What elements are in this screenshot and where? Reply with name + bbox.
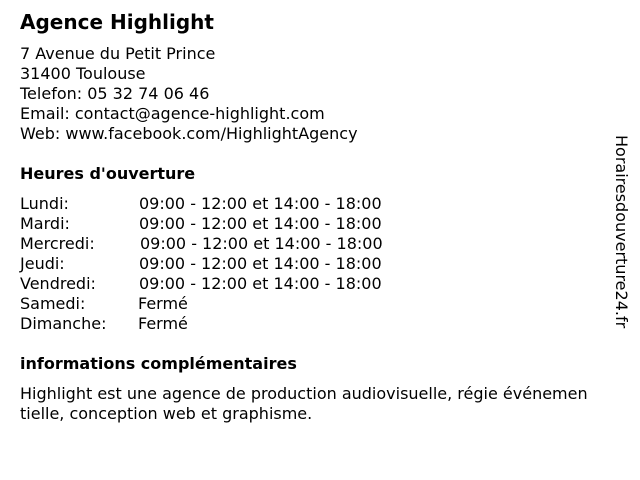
info-line: tielle, conception web et graphisme.: [20, 404, 313, 423]
address-block: [20, 44, 358, 144]
opening-hours-table: [20, 194, 440, 334]
day-label: Jeudi:: [20, 254, 65, 273]
hours-value: Fermé: [138, 314, 188, 333]
hours-row-monday: [20, 194, 440, 214]
additional-info-heading: informations complémentaires: [20, 354, 297, 373]
day-label: Vendredi:: [20, 274, 96, 293]
website: Web: www.facebook.com/HighlightAgency: [20, 124, 358, 143]
hours-row-tuesday: [20, 214, 440, 234]
day-label: Lundi:: [20, 194, 69, 213]
hours-value: 09:00 - 12:00 et 14:00 - 18:00: [139, 274, 382, 293]
hours-value: 09:00 - 12:00 et 14:00 - 18:00: [139, 254, 382, 273]
hours-row-wednesday: [20, 234, 440, 254]
city-postcode: 31400 Toulouse: [20, 64, 146, 83]
business-name: Agence Highlight: [20, 10, 214, 34]
phone-number: Telefon: 05 32 74 06 46: [20, 84, 210, 103]
hours-row-friday: [20, 274, 440, 294]
opening-hours-heading: Heures d'ouverture: [20, 164, 196, 183]
additional-info-text: [20, 384, 635, 424]
hours-row-saturday: [20, 294, 440, 314]
street-address: 7 Avenue du Petit Prince: [20, 44, 216, 63]
site-watermark: [600, 135, 640, 375]
hours-value: 09:00 - 12:00 et 14:00 - 18:00: [140, 234, 383, 253]
hours-row-sunday: [20, 314, 440, 334]
day-label: Dimanche:: [20, 314, 107, 333]
day-label: Samedi:: [20, 294, 86, 313]
info-line: Highlight est une agence de production audiovisuelle, régie événemen: [20, 384, 588, 403]
email-address: Email: contact@agence-highlight.com: [20, 104, 325, 123]
hours-row-thursday: [20, 254, 440, 274]
day-label: Mercredi:: [20, 234, 95, 253]
watermark-text: Horairesdouverture24.fr: [612, 135, 631, 329]
hours-value: 09:00 - 12:00 et 14:00 - 18:00: [139, 194, 382, 213]
hours-value: 09:00 - 12:00 et 14:00 - 18:00: [139, 214, 382, 233]
day-label: Mardi:: [20, 214, 70, 233]
hours-value: Fermé: [138, 294, 188, 313]
